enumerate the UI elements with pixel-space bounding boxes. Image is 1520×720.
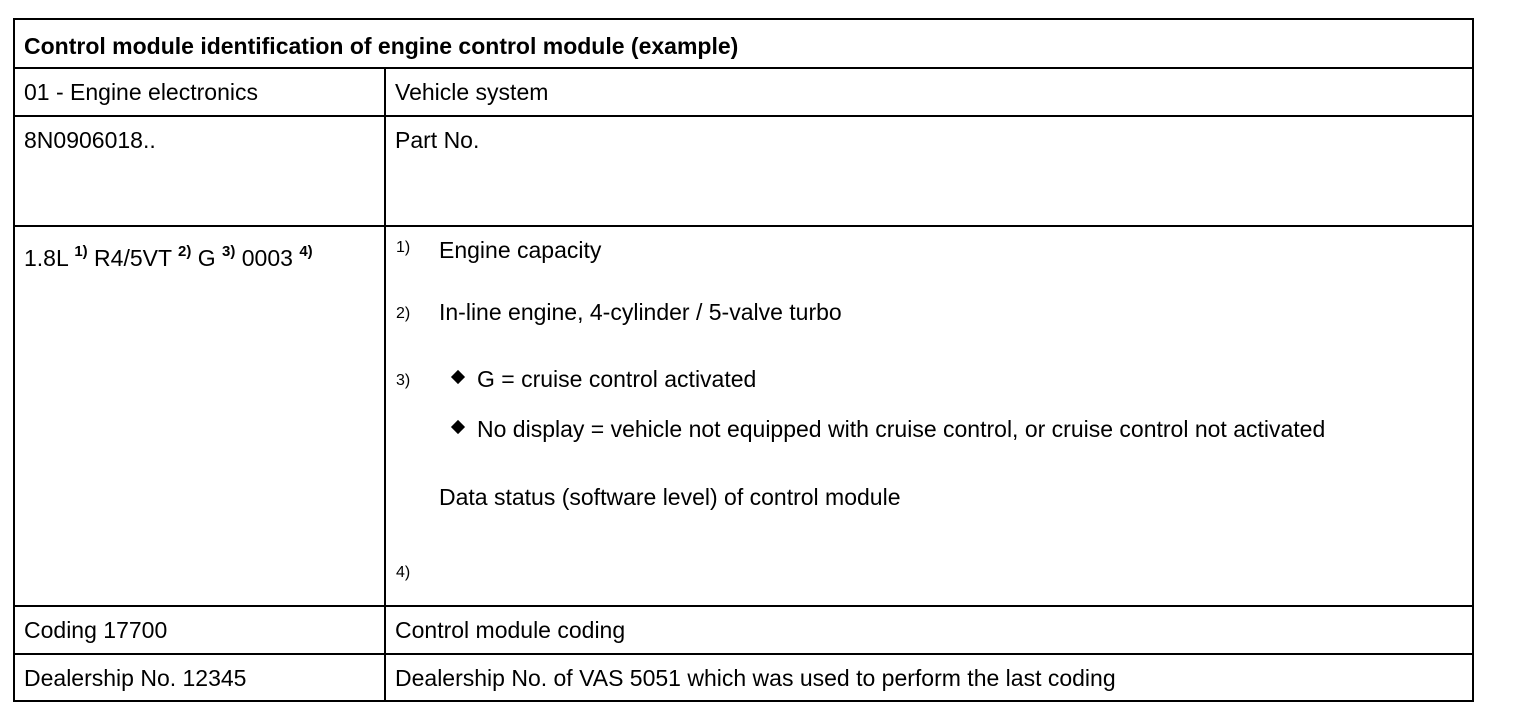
part-number-value: 8N0906018.. bbox=[15, 117, 386, 225]
footnote-text-4: Data status (software level) of control module bbox=[439, 484, 901, 510]
coding-value: Coding 17700 bbox=[15, 607, 386, 653]
table-row bbox=[15, 227, 1472, 607]
footnote-marker-3: 3) bbox=[396, 372, 411, 389]
footnote-text-2: In-line engine, 4-cylinder / 5-valve turbo bbox=[439, 299, 842, 325]
table-row bbox=[15, 117, 1472, 227]
table-title-row bbox=[15, 20, 1472, 69]
footnote-ref-2: 2) bbox=[178, 243, 192, 260]
footnote-marker-1: 1) bbox=[396, 239, 411, 256]
vehicle-system-label: Vehicle system bbox=[395, 79, 549, 105]
part-number-label: Part No. bbox=[395, 127, 480, 153]
footnote-ref-4: 4) bbox=[299, 243, 313, 260]
table-row bbox=[15, 69, 1472, 117]
engine-type-value: R4/5VT bbox=[94, 245, 172, 271]
footnote-marker-4: 4) bbox=[396, 564, 411, 581]
table-title: Control module identification of engine control module (example) bbox=[24, 33, 739, 59]
engine-capacity-value: 1.8L bbox=[24, 245, 68, 271]
vehicle-system-value: 01 - Engine electronics bbox=[15, 69, 386, 115]
diamond-bullet-icon bbox=[451, 370, 465, 384]
table-row bbox=[15, 655, 1472, 700]
dealership-value: Dealership No. 12345 bbox=[15, 655, 386, 700]
footnote-3-bullet-1: G = cruise control activated bbox=[477, 366, 757, 392]
diamond-bullet-icon bbox=[451, 420, 465, 434]
component-string bbox=[15, 227, 386, 605]
footnotes-cell bbox=[386, 227, 1472, 605]
footnote-marker-2: 2) bbox=[396, 305, 411, 322]
dealership-label: Dealership No. of VAS 5051 which was used to perform the last coding bbox=[395, 665, 1116, 691]
cruise-control-value: G bbox=[197, 245, 216, 271]
software-level-value: 0003 bbox=[241, 245, 293, 271]
footnote-text-1: Engine capacity bbox=[439, 237, 602, 263]
coding-label: Control module coding bbox=[395, 617, 626, 643]
footnote-ref-3: 3) bbox=[222, 243, 236, 260]
identification-table bbox=[13, 18, 1474, 702]
table-row bbox=[15, 607, 1472, 655]
footnote-3-bullet-2: No display = vehicle not equipped with cruise control, or cruise control not activated bbox=[477, 416, 1326, 442]
footnote-ref-1: 1) bbox=[74, 243, 88, 260]
